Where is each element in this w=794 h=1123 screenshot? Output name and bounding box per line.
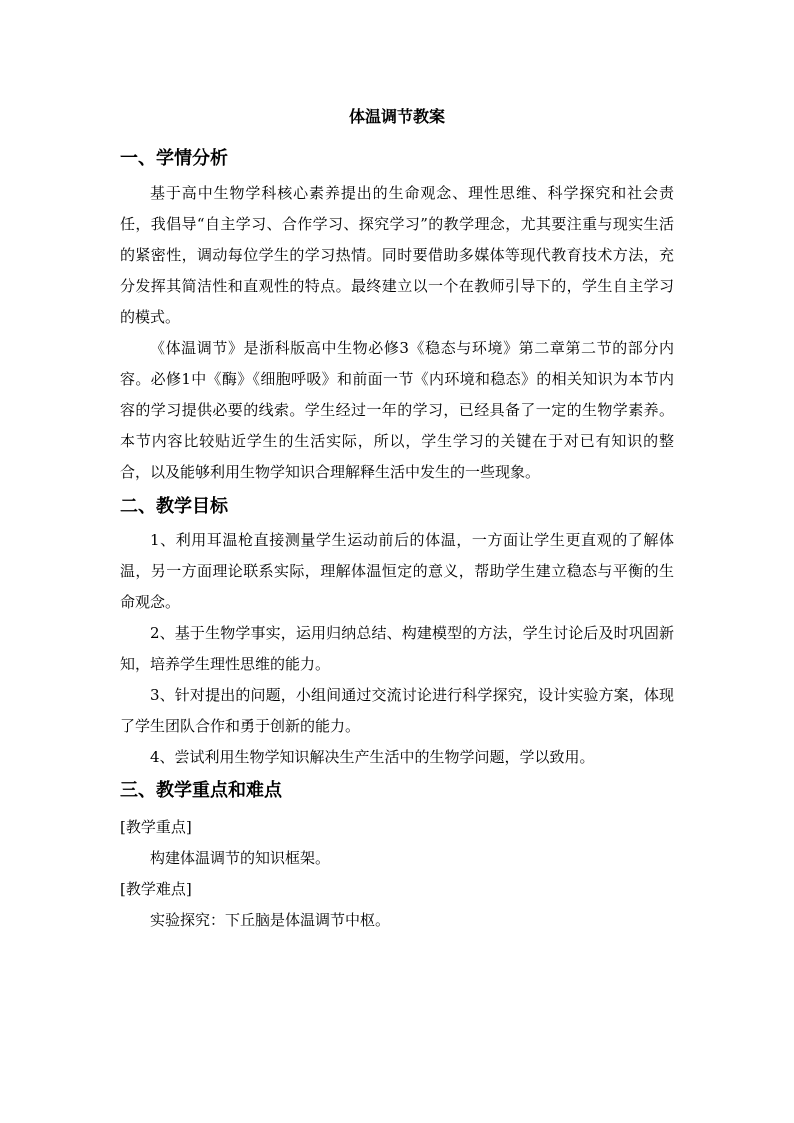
section-heading-learning-analysis: 一、学情分析 <box>120 148 228 169</box>
difficulty-label: [教学难点] <box>120 880 192 898</box>
paragraph: 《体温调节》是浙科版高中生物必修3《稳态与环境》第二章第二节的部分内容。必修1中《酶》《细胞呼吸》和前面一节《内环境和稳态》的相关知识为本节内容的学习提供必要的线索。学生经过一年的学习，已经具备了一定的生物学素养。本节内容比较贴近学生的生活实际，所以，学生学习的关键在于对已有知识的整合，以及能够利用生物学知识合理解释生活中发生的一些现象。 <box>120 339 674 481</box>
key-point-label: [教学重点] <box>120 818 192 836</box>
objective-item: 1、利用耳温枪直接测量学生运动前后的体温，一方面让学生更直观的了解体温，另一方面理论联系实际，理解体温恒定的意义，帮助学生建立稳态与平衡的生命观念。 <box>120 531 674 611</box>
key-point-text: 构建体温调节的知识框架。 <box>150 849 331 867</box>
objective-item: 3、针对提出的问题，小组间通过交流讨论进行科学探究，设计实验方案，体现了学生团队合作和勇于创新的能力。 <box>120 686 674 735</box>
objective-item: 4、尝试利用生物学知识解决生产生活中的生物学问题，学以致用。 <box>150 748 595 766</box>
section-heading-key-points: 三、教学重点和难点 <box>120 780 282 801</box>
section-heading-teaching-objectives: 二、教学目标 <box>120 496 228 517</box>
objective-item: 2、基于生物学事实，运用归纳总结、构建模型的方法，学生讨论后及时巩固新知，培养学生理性思维的能力。 <box>120 624 674 673</box>
paragraph: 基于高中生物学科核心素养提出的生命观念、理性思维、科学探究和社会责任，我倡导“自主学习、合作学习、探究学习”的教学理念，尤其要注重与现实生活的紧密性，调动每位学生的学习热情。同时要借助多媒体等现代教育技术方法，充分发挥其简洁性和直观性的特点。最终建立以一个在教师引导下的，学生自主学习的模式。 <box>120 184 674 326</box>
document-title: 体温调节教案 <box>348 107 445 126</box>
document-body <box>120 144 674 936</box>
difficulty-text: 实验探究：下丘脑是体温调节中枢。 <box>150 911 391 929</box>
